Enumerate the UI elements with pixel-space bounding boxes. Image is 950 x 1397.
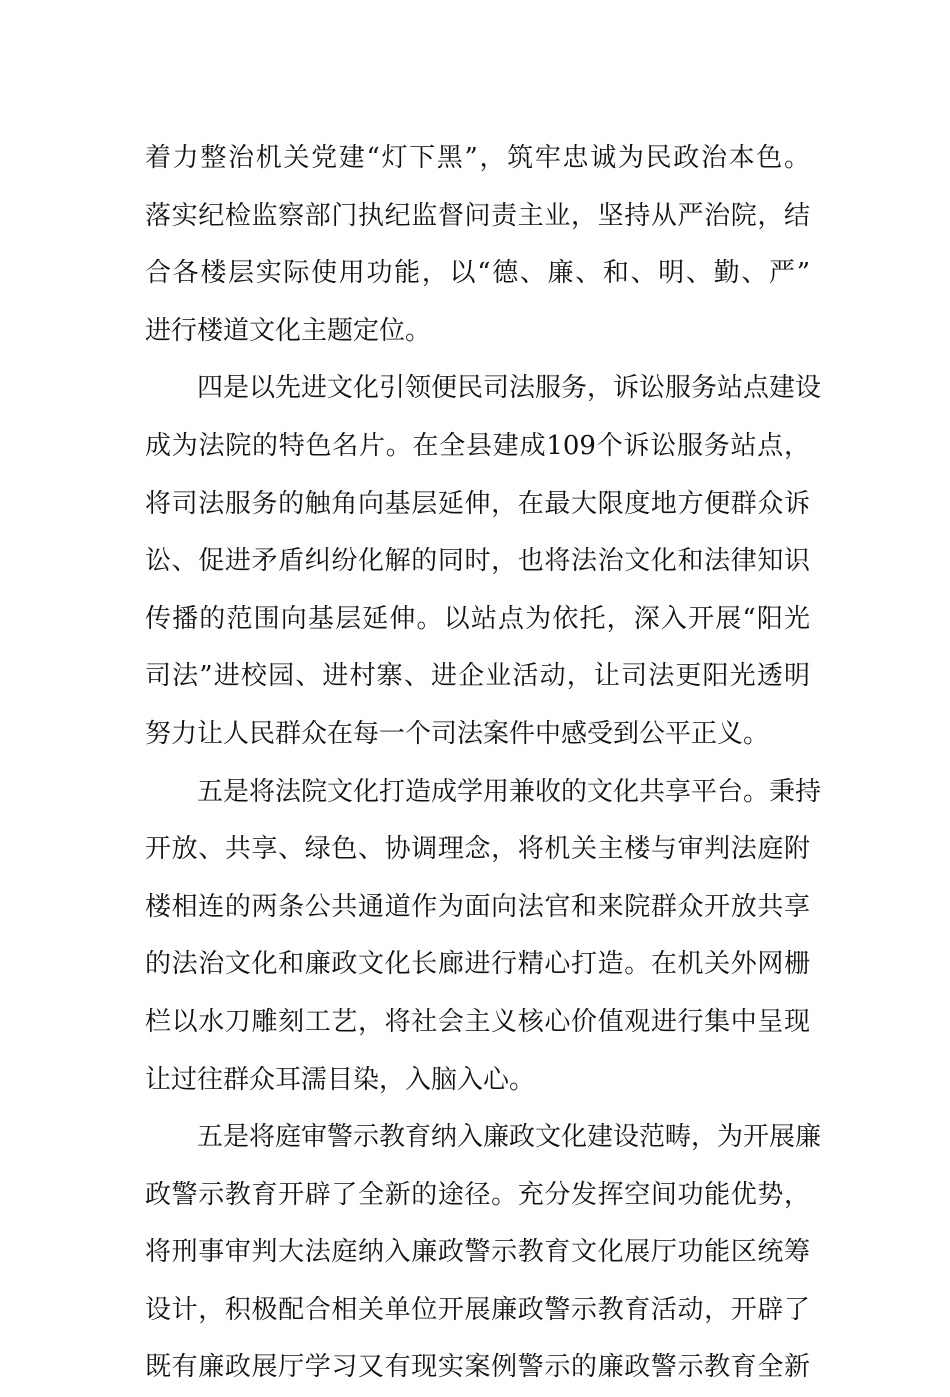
paragraph-3	[145, 764, 822, 1110]
text-line: 将司法服务的触角向基层延伸，在最大限度地方便群众诉	[145, 488, 810, 519]
text-line: 落实纪检监察部门执纪监督问责主业，坚持从严治院，结	[145, 200, 810, 231]
text-line: 传播的范围向基层延伸。以站点为依托，深入开展“阳光	[145, 603, 810, 634]
text-line: 楼相连的两条公共通道作为面向法官和来院群众开放共享	[145, 891, 810, 922]
text-line: 成为法院的特色名片。在全县建成109个诉讼服务站点，	[145, 430, 810, 461]
paragraph-4	[145, 1109, 822, 1397]
document-body	[145, 130, 822, 1397]
text-line: 开放、共享、绿色、协调理念，将机关主楼与审判法庭附	[145, 834, 810, 865]
text-line: 既有廉政展厅学习又有现实案例警示的廉政警示教育全新	[145, 1352, 810, 1383]
text-line: 合各楼层实际使用功能，以“德、廉、和、明、勤、严”	[145, 258, 810, 289]
text-line: 五是将法院文化打造成学用兼收的文化共享平台。秉持	[197, 776, 822, 807]
paragraph-1	[145, 130, 810, 360]
text-line: 五是将庭审警示教育纳入廉政文化建设范畴，为开展廉	[197, 1122, 822, 1153]
text-line: 讼、促进矛盾纠纷化解的同时，也将法治文化和法律知识	[145, 546, 810, 577]
text-line: 着力整治机关党建“灯下黑”，筑牢忠诚为民政治本色。	[145, 143, 810, 173]
text-line: 栏以水刀雕刻工艺，将社会主义核心价值观进行集中呈现	[145, 1006, 810, 1037]
text-line: 努力让人民群众在每一个司法案件中感受到公平正义。	[145, 718, 770, 749]
text-line: 四是以先进文化引领便民司法服务，诉讼服务站点建设	[197, 373, 822, 404]
text-line: 设计，积极配合相关单位开展廉政警示教育活动，开辟了	[145, 1294, 810, 1325]
paragraph-2	[145, 360, 822, 763]
text-line: 政警示教育开辟了全新的途径。充分发挥空间功能优势，	[145, 1179, 810, 1210]
text-line: 的法治文化和廉政文化长廊进行精心打造。在机关外网栅	[145, 949, 810, 980]
text-line: 司法”进校园、进村寨、进企业活动，让司法更阳光透明	[145, 661, 810, 692]
text-line: 让过往群众耳濡目染，入脑入心。	[145, 1064, 536, 1095]
text-line: 将刑事审判大法庭纳入廉政警示教育文化展厅功能区统筹	[145, 1237, 810, 1268]
text-line: 进行楼道文化主题定位。	[145, 315, 432, 346]
